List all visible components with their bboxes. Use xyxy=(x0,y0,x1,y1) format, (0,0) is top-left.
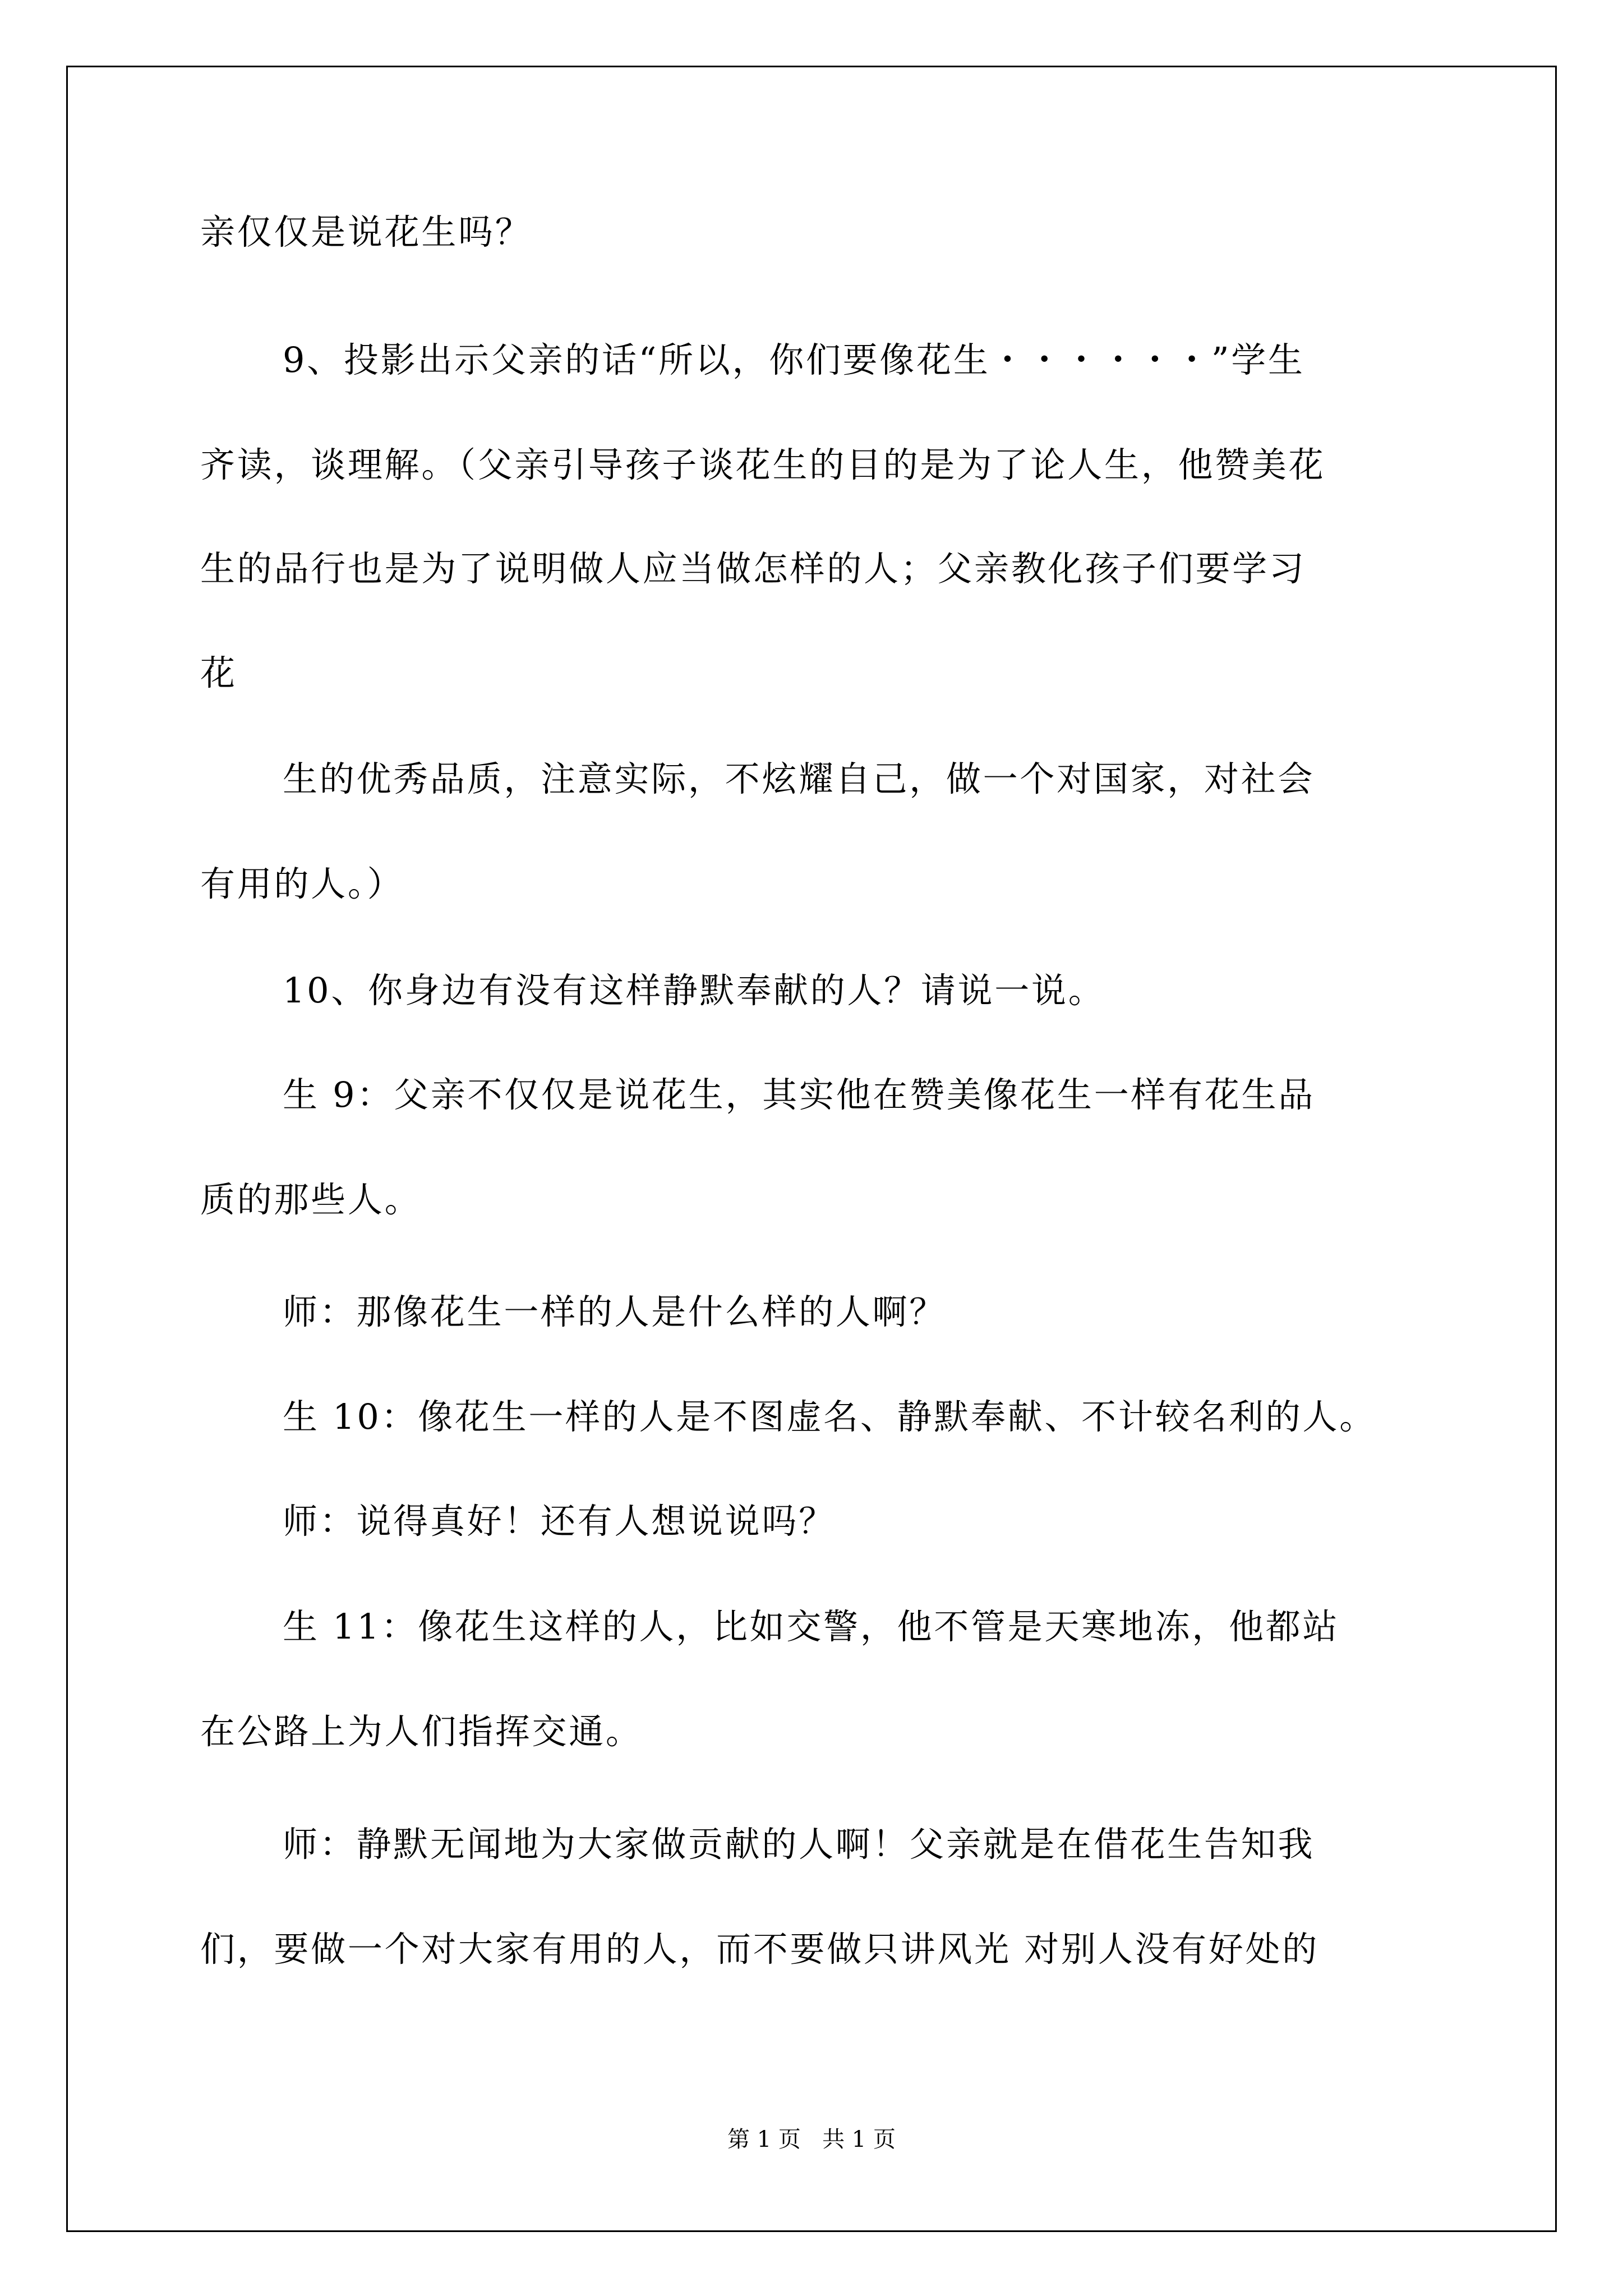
text-line-8: 10、你身边有没有这样静默奉献的人？请说一说。 xyxy=(283,970,1105,1011)
page-border xyxy=(66,66,1557,2232)
text-line-9: 生 9：父亲不仅仅是说花生，其实他在赞美像花生一样有花生品 xyxy=(283,1074,1316,1115)
text-line-6: 生的优秀品质，注意实际，不炫耀自己，做一个对国家，对社会 xyxy=(283,758,1315,799)
text-line-10: 质的那些人。 xyxy=(200,1179,422,1220)
page-footer: 第 1 页 共 1 页 xyxy=(727,2127,896,2152)
text-line-7: 有用的人。） xyxy=(200,863,404,904)
text-line-12: 生 10：像花生一样的人是不图虚名、静默奉献、不计较名利的人。 xyxy=(283,1396,1376,1437)
text-line-5: 花 xyxy=(200,652,237,693)
text-line-11: 师：那像花生一样的人是什么样的人啊？ xyxy=(283,1291,946,1332)
text-line-17: 们，要做一个对大家有用的人，而不要做只讲风光 对别人没有好处的 xyxy=(200,1929,1320,1970)
text-line-16: 师：静默无闻地为大家做贡献的人啊！父亲就是在借花生告知我 xyxy=(283,1824,1315,1865)
text-line-4: 生的品行也是为了说明做人应当做怎样的人；父亲教化孩子们要学习 xyxy=(200,548,1306,589)
text-line-3: 齐读，谈理解。（父亲引导孩子谈花生的目的是为了论人生，他赞美花 xyxy=(200,444,1326,485)
text-line-2: 9、投影出示父亲的话“所以，你们要像花生・・・・・・”学生 xyxy=(283,339,1305,380)
text-line-14: 生 11：像花生这样的人，比如交警，他不管是天寒地冻，他都站 xyxy=(283,1606,1340,1647)
text-line-13: 师：说得真好！还有人想说说吗？ xyxy=(283,1501,836,1542)
text-line-1: 亲仅仅是说花生吗？ xyxy=(200,211,532,252)
text-line-15: 在公路上为人们指挥交通。 xyxy=(200,1711,643,1752)
